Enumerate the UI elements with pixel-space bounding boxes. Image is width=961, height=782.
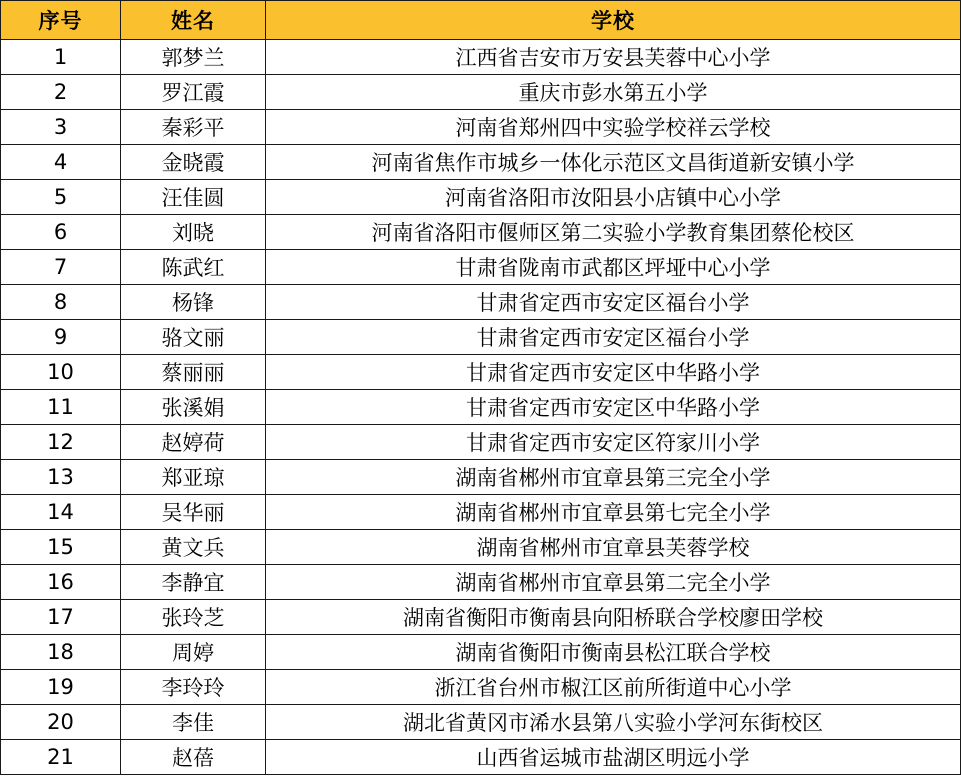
table-row (1, 635, 961, 670)
cell-name: 郭梦兰 (121, 40, 266, 75)
cell-name: 郑亚琼 (121, 460, 266, 495)
cell-index: 15 (1, 530, 121, 565)
cell-school: 甘肃省定西市安定区中华路小学 (266, 355, 961, 390)
header-index: 序号 (1, 1, 121, 40)
cell-index: 4 (1, 145, 121, 180)
cell-index: 20 (1, 705, 121, 740)
cell-school: 河南省郑州四中实验学校祥云学校 (266, 110, 961, 145)
table-row (1, 705, 961, 740)
cell-name: 蔡丽丽 (121, 355, 266, 390)
cell-index: 9 (1, 320, 121, 355)
table-row (1, 495, 961, 530)
cell-index: 19 (1, 670, 121, 705)
table-row (1, 390, 961, 425)
cell-index: 13 (1, 460, 121, 495)
cell-school: 重庆市彭水第五小学 (266, 75, 961, 110)
cell-name: 张玲芝 (121, 600, 266, 635)
cell-school: 湖北省黄冈市浠水县第八实验小学河东街校区 (266, 705, 961, 740)
cell-school: 湖南省郴州市宜章县第二完全小学 (266, 565, 961, 600)
cell-index: 11 (1, 390, 121, 425)
cell-name: 李玲玲 (121, 670, 266, 705)
cell-school: 甘肃省陇南市武都区坪垭中心小学 (266, 250, 961, 285)
table-row (1, 285, 961, 320)
header-school: 学校 (266, 1, 961, 40)
cell-index: 5 (1, 180, 121, 215)
cell-name: 赵婷荷 (121, 425, 266, 460)
cell-school: 河南省洛阳市汝阳县小店镇中心小学 (266, 180, 961, 215)
cell-name: 刘晓 (121, 215, 266, 250)
table-row (1, 40, 961, 75)
cell-name: 吴华丽 (121, 495, 266, 530)
cell-index: 7 (1, 250, 121, 285)
cell-name: 汪佳圆 (121, 180, 266, 215)
cell-name: 罗江霞 (121, 75, 266, 110)
cell-name: 张溪娟 (121, 390, 266, 425)
cell-index: 12 (1, 425, 121, 460)
cell-school: 甘肃省定西市安定区中华路小学 (266, 390, 961, 425)
cell-school: 湖南省郴州市宜章县芙蓉学校 (266, 530, 961, 565)
cell-school: 湖南省郴州市宜章县第三完全小学 (266, 460, 961, 495)
table-row (1, 670, 961, 705)
table-row (1, 215, 961, 250)
cell-name: 金晓霞 (121, 145, 266, 180)
cell-index: 18 (1, 635, 121, 670)
cell-name: 秦彩平 (121, 110, 266, 145)
table-row (1, 425, 961, 460)
table-row (1, 565, 961, 600)
cell-name: 周婷 (121, 635, 266, 670)
cell-school: 甘肃省定西市安定区符家川小学 (266, 425, 961, 460)
cell-school: 河南省洛阳市偃师区第二实验小学教育集团蔡伦校区 (266, 215, 961, 250)
cell-school: 甘肃省定西市安定区福台小学 (266, 285, 961, 320)
table-row (1, 530, 961, 565)
table-row (1, 600, 961, 635)
cell-school: 江西省吉安市万安县芙蓉中心小学 (266, 40, 961, 75)
table-header (1, 1, 961, 40)
cell-school: 湖南省郴州市宜章县第七完全小学 (266, 495, 961, 530)
header-row (1, 1, 961, 40)
cell-index: 10 (1, 355, 121, 390)
cell-school: 浙江省台州市椒江区前所街道中心小学 (266, 670, 961, 705)
table-row (1, 180, 961, 215)
cell-index: 14 (1, 495, 121, 530)
cell-index: 17 (1, 600, 121, 635)
table-row (1, 110, 961, 145)
table-row (1, 75, 961, 110)
cell-index: 6 (1, 215, 121, 250)
cell-index: 3 (1, 110, 121, 145)
cell-name: 黄文兵 (121, 530, 266, 565)
cell-name: 骆文丽 (121, 320, 266, 355)
cell-school: 山西省运城市盐湖区明远小学 (266, 740, 961, 775)
cell-index: 21 (1, 740, 121, 775)
cell-name: 杨锋 (121, 285, 266, 320)
cell-name: 陈武红 (121, 250, 266, 285)
cell-school: 甘肃省定西市安定区福台小学 (266, 320, 961, 355)
cell-school: 湖南省衡阳市衡南县松江联合学校 (266, 635, 961, 670)
cell-school: 湖南省衡阳市衡南县向阳桥联合学校廖田学校 (266, 600, 961, 635)
table-row (1, 355, 961, 390)
table-row (1, 145, 961, 180)
cell-index: 1 (1, 40, 121, 75)
cell-name: 李静宜 (121, 565, 266, 600)
cell-index: 16 (1, 565, 121, 600)
cell-name: 李佳 (121, 705, 266, 740)
cell-index: 8 (1, 285, 121, 320)
table-row (1, 250, 961, 285)
cell-name: 赵蓓 (121, 740, 266, 775)
cell-index: 2 (1, 75, 121, 110)
header-name: 姓名 (121, 1, 266, 40)
cell-school: 河南省焦作市城乡一体化示范区文昌街道新安镇小学 (266, 145, 961, 180)
table-row (1, 320, 961, 355)
table-row (1, 740, 961, 775)
table-body (1, 40, 961, 775)
table-row (1, 460, 961, 495)
